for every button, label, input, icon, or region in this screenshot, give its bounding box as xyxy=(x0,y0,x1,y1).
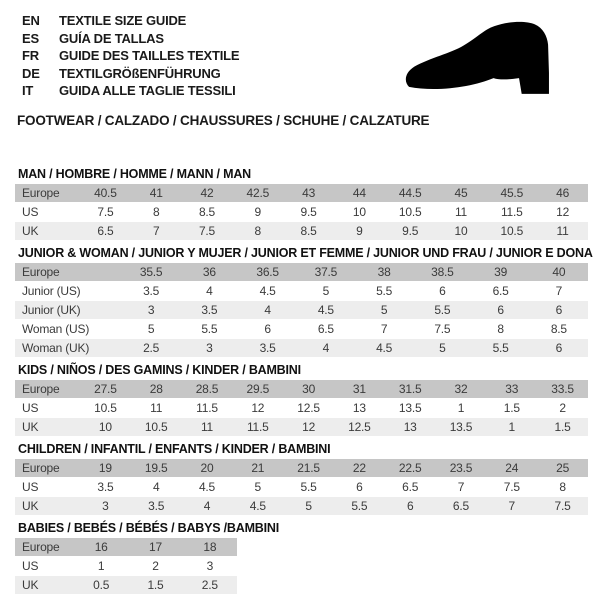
size-value: 4 xyxy=(297,338,355,357)
size-value: 45.5 xyxy=(486,184,537,203)
size-value: 5 xyxy=(122,319,180,338)
size-value: 5.5 xyxy=(355,281,413,300)
language-label: TEXTILGRÖßENFÜHRUNG xyxy=(59,65,221,81)
size-value: 6.5 xyxy=(80,221,131,240)
table-row xyxy=(15,300,588,319)
row-label: Europe xyxy=(15,263,122,282)
size-value: 42 xyxy=(182,184,233,203)
size-value: 4.5 xyxy=(232,496,283,515)
size-value: 11 xyxy=(182,417,233,436)
table-row xyxy=(15,417,588,436)
size-value: 7.5 xyxy=(182,221,233,240)
table-row xyxy=(15,184,588,203)
size-value: 1 xyxy=(436,398,487,417)
language-label: GUIDE DES TAILLES TEXTILE xyxy=(59,48,240,63)
size-value: 3.5 xyxy=(122,281,180,300)
size-table xyxy=(15,184,588,241)
size-value: 40.5 xyxy=(80,184,131,203)
row-label: Europe xyxy=(15,184,80,203)
size-value: 21 xyxy=(232,459,283,478)
size-value: 23.5 xyxy=(436,459,487,478)
size-table xyxy=(15,263,588,358)
row-label: Europe xyxy=(15,380,80,399)
size-table xyxy=(15,380,588,437)
size-value: 8 xyxy=(131,202,182,221)
table-row xyxy=(15,221,588,240)
size-value: 1 xyxy=(486,417,537,436)
size-value: 6 xyxy=(413,281,471,300)
size-value: 37.5 xyxy=(297,263,355,282)
size-value: 3 xyxy=(80,496,131,515)
table-row xyxy=(15,281,588,300)
size-section xyxy=(15,168,588,241)
size-value: 11 xyxy=(537,221,588,240)
size-value: 12 xyxy=(283,417,334,436)
size-value: 5.5 xyxy=(180,319,238,338)
size-value: 5 xyxy=(355,300,413,319)
size-value: 40 xyxy=(530,263,588,282)
size-table xyxy=(15,538,237,595)
size-value: 43 xyxy=(283,184,334,203)
table-row xyxy=(15,263,588,282)
size-value: 10.5 xyxy=(385,202,436,221)
size-value: 0.5 xyxy=(74,575,128,594)
size-value: 1.5 xyxy=(128,575,182,594)
size-value: 8.5 xyxy=(182,202,233,221)
size-value: 8.5 xyxy=(530,319,588,338)
size-value: 11 xyxy=(436,202,487,221)
size-value: 17 xyxy=(128,538,182,557)
language-label: TEXTILE SIZE GUIDE xyxy=(59,13,187,28)
size-value: 4 xyxy=(180,281,238,300)
size-value: 31.5 xyxy=(385,380,436,399)
language-label: GUÍA DE TALLAS xyxy=(59,30,164,46)
size-section xyxy=(15,364,588,437)
size-value: 28 xyxy=(131,380,182,399)
row-label: UK xyxy=(15,221,80,240)
size-value: 10 xyxy=(436,221,487,240)
size-value: 5 xyxy=(232,477,283,496)
table-row xyxy=(15,202,588,221)
size-value: 28.5 xyxy=(182,380,233,399)
size-value: 11.5 xyxy=(486,202,537,221)
language-code: ES xyxy=(22,30,39,46)
size-value: 7 xyxy=(436,477,487,496)
size-value: 7.5 xyxy=(413,319,471,338)
table-row xyxy=(15,319,588,338)
table-row xyxy=(15,380,588,399)
size-value: 3.5 xyxy=(131,496,182,515)
size-value: 2.5 xyxy=(122,338,180,357)
row-label: UK xyxy=(15,496,80,515)
size-section xyxy=(15,245,593,358)
size-value: 1 xyxy=(74,556,128,575)
size-value: 2.5 xyxy=(183,575,237,594)
size-value: 7 xyxy=(131,221,182,240)
section-title: BABIES / BEBÉS / BÉBÉS / BABYS /BAMBINI xyxy=(18,520,279,535)
size-value: 18 xyxy=(183,538,237,557)
size-value: 10.5 xyxy=(80,398,131,417)
size-value: 13 xyxy=(334,398,385,417)
size-value: 3 xyxy=(183,556,237,575)
section-title: KIDS / NIÑOS / DES GAMINS / KINDER / BAMBINI xyxy=(18,362,301,377)
row-label: US xyxy=(15,477,80,496)
size-value: 4.5 xyxy=(297,300,355,319)
size-value: 4.5 xyxy=(355,338,413,357)
row-label: Europe xyxy=(15,538,74,557)
size-value: 6 xyxy=(385,496,436,515)
size-value: 8.5 xyxy=(283,221,334,240)
size-tables-container xyxy=(15,166,593,595)
language-code: EN xyxy=(22,13,40,28)
size-value: 7 xyxy=(355,319,413,338)
size-value: 29.5 xyxy=(232,380,283,399)
size-value: 25 xyxy=(537,459,588,478)
size-value: 12.5 xyxy=(334,417,385,436)
size-section xyxy=(15,443,588,516)
size-value: 9 xyxy=(334,221,385,240)
language-code: FR xyxy=(22,48,39,63)
size-value: 13.5 xyxy=(385,398,436,417)
size-value: 12 xyxy=(537,202,588,221)
section-title: CHILDREN / INFANTIL / ENFANTS / KINDER / BAMBINI xyxy=(18,441,331,456)
size-value: 7.5 xyxy=(486,477,537,496)
size-value: 6 xyxy=(472,300,530,319)
size-value: 6.5 xyxy=(297,319,355,338)
size-value: 4.5 xyxy=(239,281,297,300)
size-value: 9 xyxy=(232,202,283,221)
size-value: 22.5 xyxy=(385,459,436,478)
size-value: 13 xyxy=(385,417,436,436)
table-row xyxy=(15,538,237,557)
size-value: 3.5 xyxy=(180,300,238,319)
size-value: 6.5 xyxy=(472,281,530,300)
size-value: 35.5 xyxy=(122,263,180,282)
size-value: 10.5 xyxy=(486,221,537,240)
category-line: FOOTWEAR / CALZADO / CHAUSSURES / SCHUHE / CALZATURE xyxy=(17,112,430,128)
table-row xyxy=(15,477,588,496)
size-value: 46 xyxy=(537,184,588,203)
size-value: 5.5 xyxy=(472,338,530,357)
size-value: 30 xyxy=(283,380,334,399)
size-value: 45 xyxy=(436,184,487,203)
size-value: 44 xyxy=(334,184,385,203)
size-table xyxy=(15,459,588,516)
size-value: 4.5 xyxy=(182,477,233,496)
size-value: 8 xyxy=(472,319,530,338)
row-label: US xyxy=(15,556,74,575)
row-label: US xyxy=(15,202,80,221)
size-value: 1.5 xyxy=(486,398,537,417)
row-label: Woman (UK) xyxy=(15,338,122,357)
size-value: 13.5 xyxy=(436,417,487,436)
size-value: 6 xyxy=(530,300,588,319)
size-value: 6.5 xyxy=(436,496,487,515)
size-value: 6 xyxy=(530,338,588,357)
size-value: 10.5 xyxy=(131,417,182,436)
size-value: 6 xyxy=(334,477,385,496)
section-title: JUNIOR & WOMAN / JUNIOR Y MUJER / JUNIOR ET FEMME / JUNIOR UND FRAU / JUNIOR E DONA xyxy=(18,245,593,260)
size-value: 4 xyxy=(182,496,233,515)
size-value: 44.5 xyxy=(385,184,436,203)
size-value: 6 xyxy=(239,319,297,338)
section-title: MAN / HOMBRE / HOMME / MANN / MAN xyxy=(18,166,251,181)
size-value: 11.5 xyxy=(182,398,233,417)
row-label: UK xyxy=(15,575,74,594)
size-value: 3 xyxy=(180,338,238,357)
size-value: 3.5 xyxy=(239,338,297,357)
table-row xyxy=(15,338,588,357)
language-code: IT xyxy=(22,83,34,98)
size-value: 5 xyxy=(297,281,355,300)
size-value: 11 xyxy=(131,398,182,417)
size-value: 31 xyxy=(334,380,385,399)
size-value: 16 xyxy=(74,538,128,557)
size-value: 12 xyxy=(232,398,283,417)
row-label: UK xyxy=(15,417,80,436)
size-value: 5 xyxy=(413,338,471,357)
size-value: 38 xyxy=(355,263,413,282)
size-value: 21.5 xyxy=(283,459,334,478)
row-label: Europe xyxy=(15,459,80,478)
size-value: 3.5 xyxy=(80,477,131,496)
size-value: 27.5 xyxy=(80,380,131,399)
size-value: 3 xyxy=(122,300,180,319)
size-value: 7 xyxy=(530,281,588,300)
size-value: 2 xyxy=(537,398,588,417)
size-value: 36 xyxy=(180,263,238,282)
size-value: 6.5 xyxy=(385,477,436,496)
size-value: 1.5 xyxy=(537,417,588,436)
row-label: Junior (US) xyxy=(15,281,122,300)
language-label: GUIDA ALLE TAGLIE TESSILI xyxy=(59,83,236,98)
size-value: 4 xyxy=(131,477,182,496)
row-label: Junior (UK) xyxy=(15,300,122,319)
row-label: US xyxy=(15,398,80,417)
size-value: 39 xyxy=(472,263,530,282)
size-value: 10 xyxy=(334,202,385,221)
size-value: 20 xyxy=(182,459,233,478)
size-value: 12.5 xyxy=(283,398,334,417)
table-row xyxy=(15,575,237,594)
language-code: DE xyxy=(22,65,40,81)
size-value: 24 xyxy=(486,459,537,478)
size-value: 36.5 xyxy=(239,263,297,282)
size-value: 4 xyxy=(239,300,297,319)
size-value: 19.5 xyxy=(131,459,182,478)
size-value: 32 xyxy=(436,380,487,399)
size-value: 7 xyxy=(486,496,537,515)
size-value: 2 xyxy=(128,556,182,575)
size-value: 11.5 xyxy=(232,417,283,436)
table-row xyxy=(15,459,588,478)
size-value: 10 xyxy=(80,417,131,436)
size-value: 5.5 xyxy=(283,477,334,496)
size-value: 5.5 xyxy=(413,300,471,319)
shoe-icon xyxy=(395,20,585,108)
size-value: 9.5 xyxy=(385,221,436,240)
size-value: 42.5 xyxy=(232,184,283,203)
size-value: 5 xyxy=(283,496,334,515)
size-value: 33 xyxy=(486,380,537,399)
table-row xyxy=(15,496,588,515)
table-row xyxy=(15,556,237,575)
size-value: 38.5 xyxy=(413,263,471,282)
size-value: 7.5 xyxy=(80,202,131,221)
size-value: 33.5 xyxy=(537,380,588,399)
row-label: Woman (US) xyxy=(15,319,122,338)
table-row xyxy=(15,398,588,417)
size-value: 41 xyxy=(131,184,182,203)
size-value: 5.5 xyxy=(334,496,385,515)
size-value: 9.5 xyxy=(283,202,334,221)
size-section xyxy=(15,522,588,595)
size-value: 22 xyxy=(334,459,385,478)
size-value: 7.5 xyxy=(537,496,588,515)
size-value: 19 xyxy=(80,459,131,478)
size-value: 8 xyxy=(537,477,588,496)
size-value: 8 xyxy=(232,221,283,240)
